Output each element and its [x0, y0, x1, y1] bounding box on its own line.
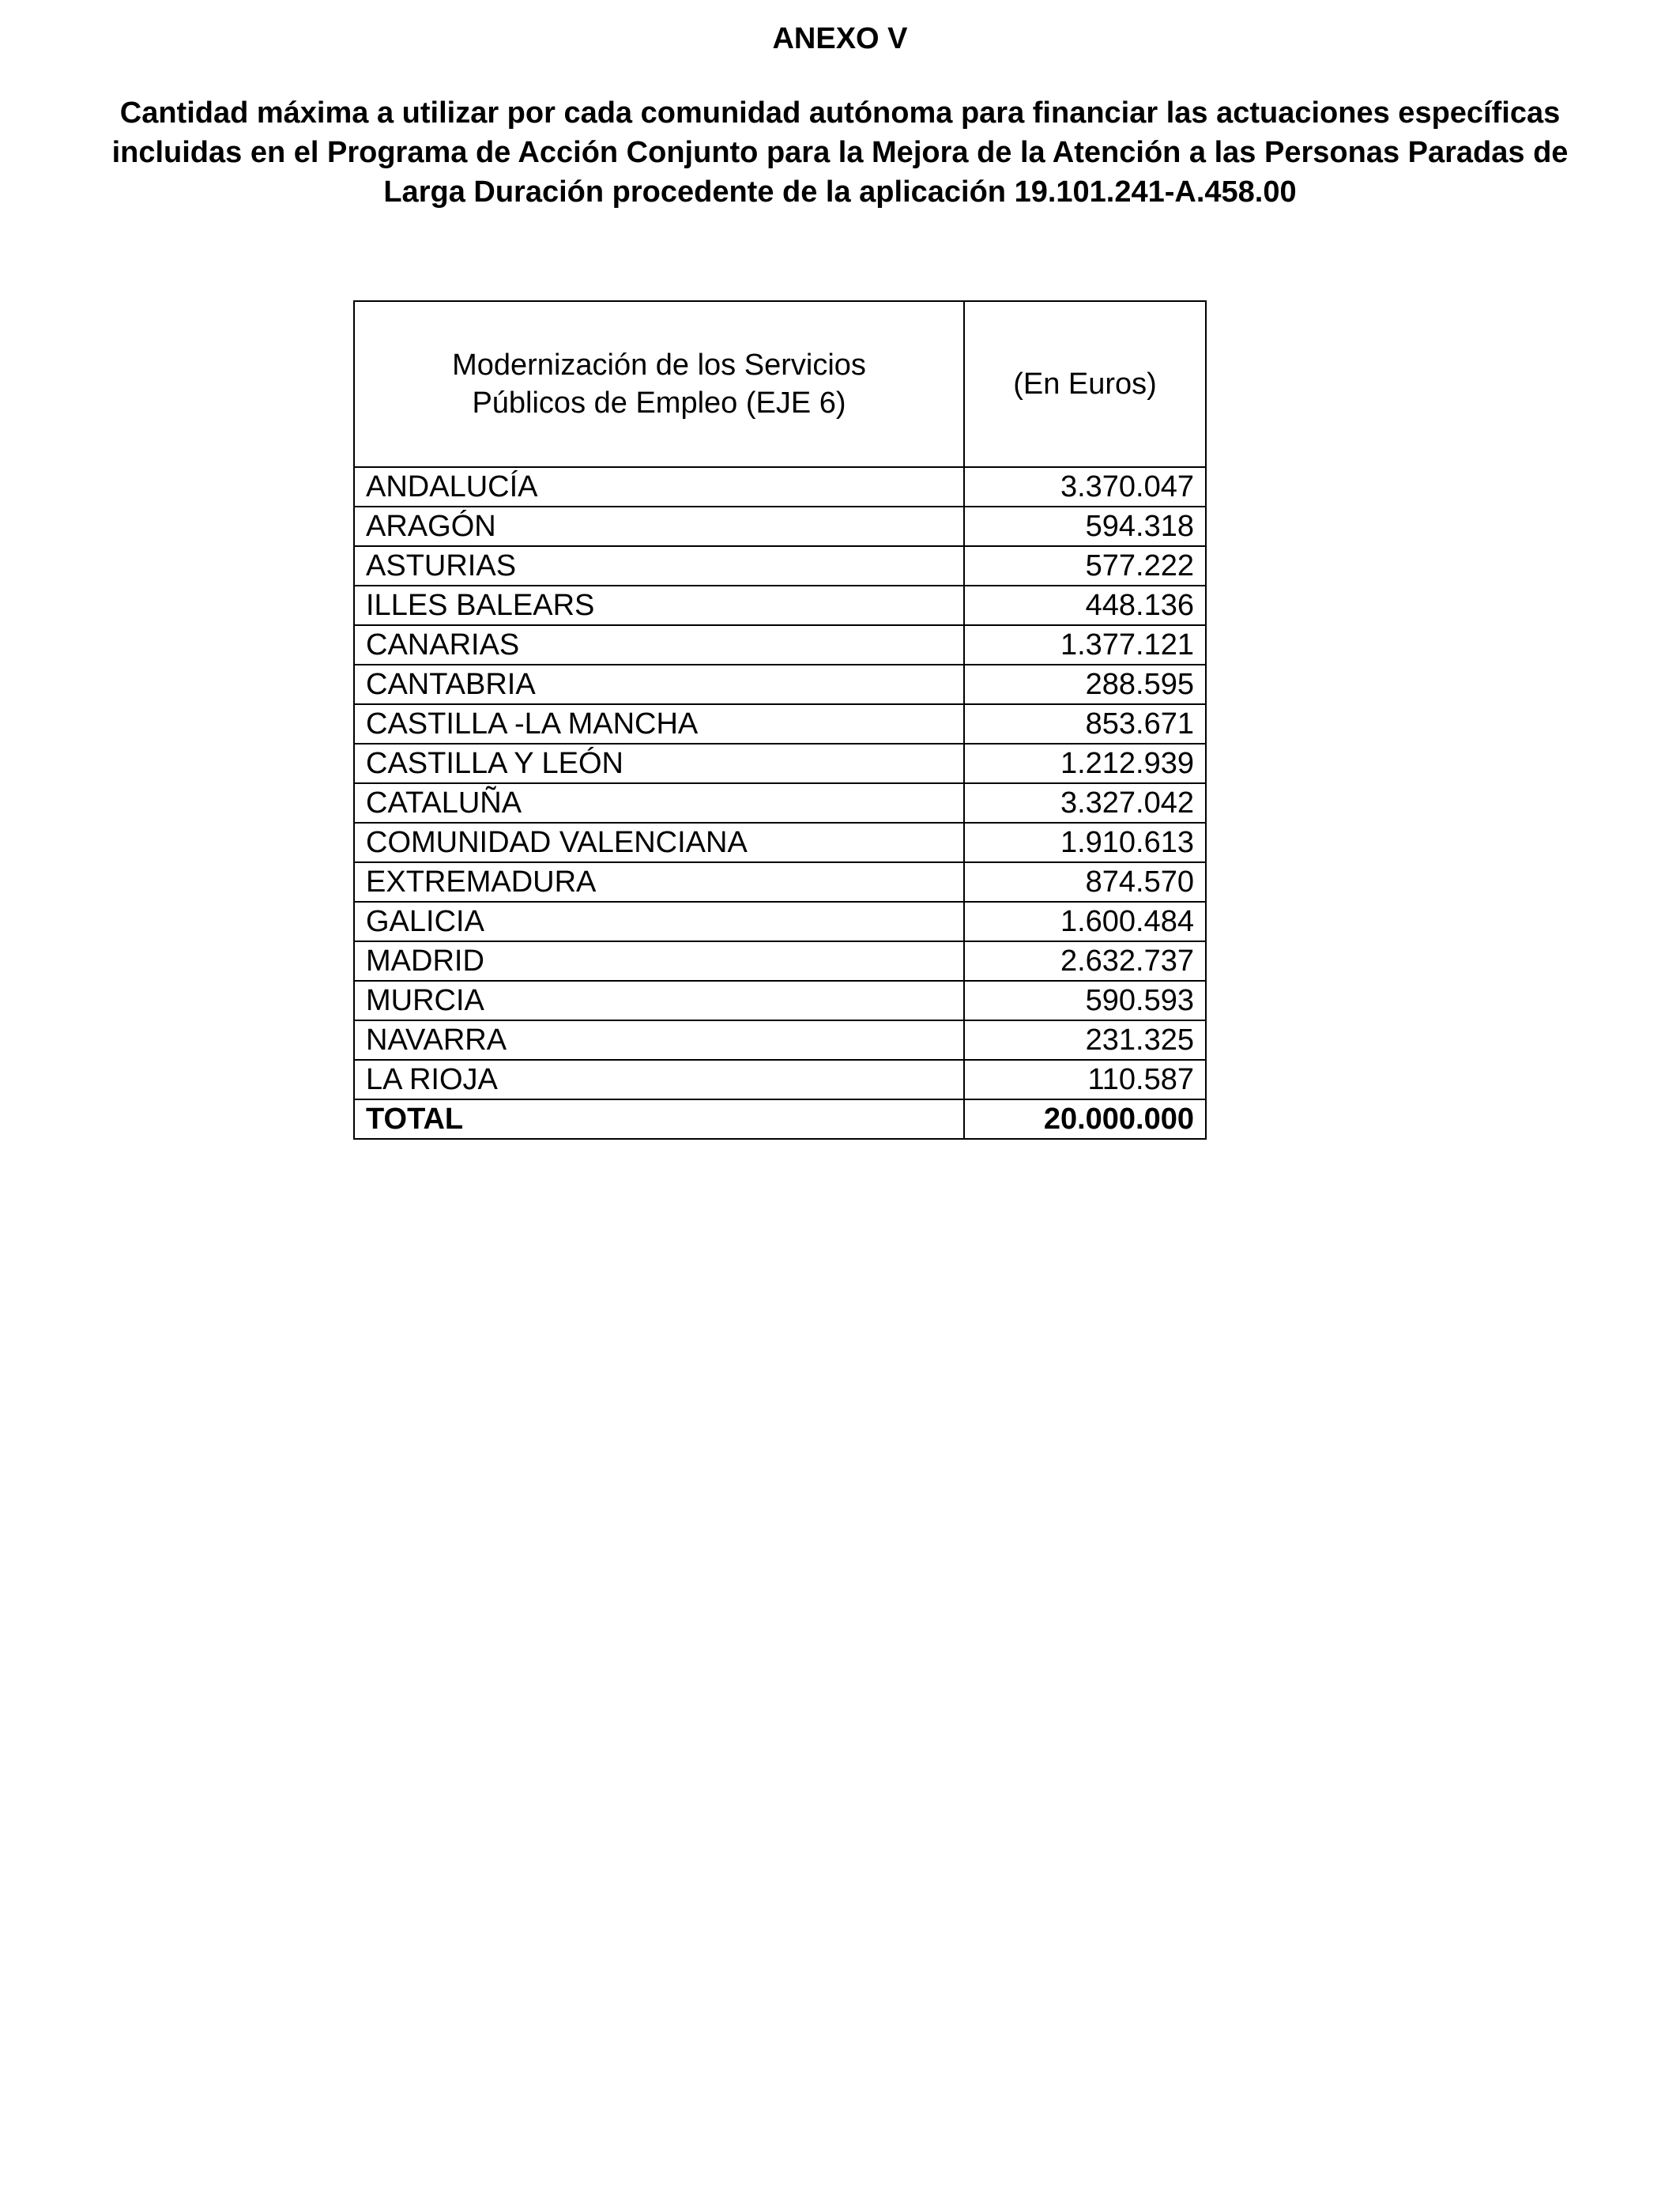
region-name: ANDALUCÍA	[354, 467, 964, 507]
region-amount: 1.600.484	[964, 902, 1206, 941]
allocation-table	[353, 300, 1207, 1140]
table-row	[354, 783, 1206, 823]
table-row	[354, 625, 1206, 665]
header-region-column	[354, 301, 964, 467]
region-amount: 874.570	[964, 862, 1206, 902]
region-name: MURCIA	[354, 981, 964, 1020]
annex-subtitle	[32, 93, 1648, 212]
region-name: CASTILLA Y LEÓN	[354, 744, 964, 783]
table-row	[354, 941, 1206, 981]
subtitle-line: incluidas en el Programa de Acción Conjunto para la Mejora de la Atención a las Personas Paradas de	[111, 136, 1569, 169]
region-amount: 1.377.121	[964, 625, 1206, 665]
total-row	[354, 1099, 1206, 1139]
region-amount: 1.910.613	[964, 823, 1206, 862]
region-amount: 3.370.047	[964, 467, 1206, 507]
region-name: EXTREMADURA	[354, 862, 964, 902]
table-row	[354, 586, 1206, 625]
region-name: CATALUÑA	[354, 783, 964, 823]
region-name: MADRID	[354, 941, 964, 981]
header-region-line: Públicos de Empleo (EJE 6)	[472, 386, 846, 420]
table-row	[354, 704, 1206, 744]
region-name: ILLES BALEARS	[354, 586, 964, 625]
region-name: ASTURIAS	[354, 546, 964, 586]
table-row	[354, 507, 1206, 546]
table-row	[354, 1060, 1206, 1099]
region-name: CANTABRIA	[354, 665, 964, 704]
region-amount: 110.587	[964, 1060, 1206, 1099]
region-amount: 590.593	[964, 981, 1206, 1020]
annex-title: ANEXO V	[772, 22, 908, 55]
region-name: LA RIOJA	[354, 1060, 964, 1099]
region-amount: 231.325	[964, 1020, 1206, 1060]
region-name: COMUNIDAD VALENCIANA	[354, 823, 964, 862]
table-row	[354, 981, 1206, 1020]
table-row	[354, 862, 1206, 902]
region-name: CANARIAS	[354, 625, 964, 665]
region-amount: 594.318	[964, 507, 1206, 546]
table-row	[354, 467, 1206, 507]
subtitle-line: Larga Duración procedente de la aplicación 19.101.241-A.458.00	[383, 175, 1297, 209]
table-row	[354, 665, 1206, 704]
region-amount: 448.136	[964, 586, 1206, 625]
region-name: CASTILLA -LA MANCHA	[354, 704, 964, 744]
region-amount: 288.595	[964, 665, 1206, 704]
total-amount: 20.000.000	[964, 1099, 1206, 1139]
subtitle-line: Cantidad máxima a utilizar por cada comunidad autónoma para financiar las actuaciones específicas	[119, 96, 1561, 130]
table-row	[354, 823, 1206, 862]
header-amount-column: (En Euros)	[964, 301, 1206, 467]
region-name: NAVARRA	[354, 1020, 964, 1060]
table-row	[354, 1020, 1206, 1060]
region-name: ARAGÓN	[354, 507, 964, 546]
region-amount: 2.632.737	[964, 941, 1206, 981]
region-amount: 853.671	[964, 704, 1206, 744]
region-amount: 577.222	[964, 546, 1206, 586]
table-row	[354, 546, 1206, 586]
region-amount: 3.327.042	[964, 783, 1206, 823]
region-amount: 1.212.939	[964, 744, 1206, 783]
total-label: TOTAL	[354, 1099, 964, 1139]
table-row	[354, 744, 1206, 783]
region-name: GALICIA	[354, 902, 964, 941]
table-row	[354, 902, 1206, 941]
table-header-row	[354, 301, 1206, 467]
header-region-line: Modernización de los Servicios	[452, 349, 866, 382]
